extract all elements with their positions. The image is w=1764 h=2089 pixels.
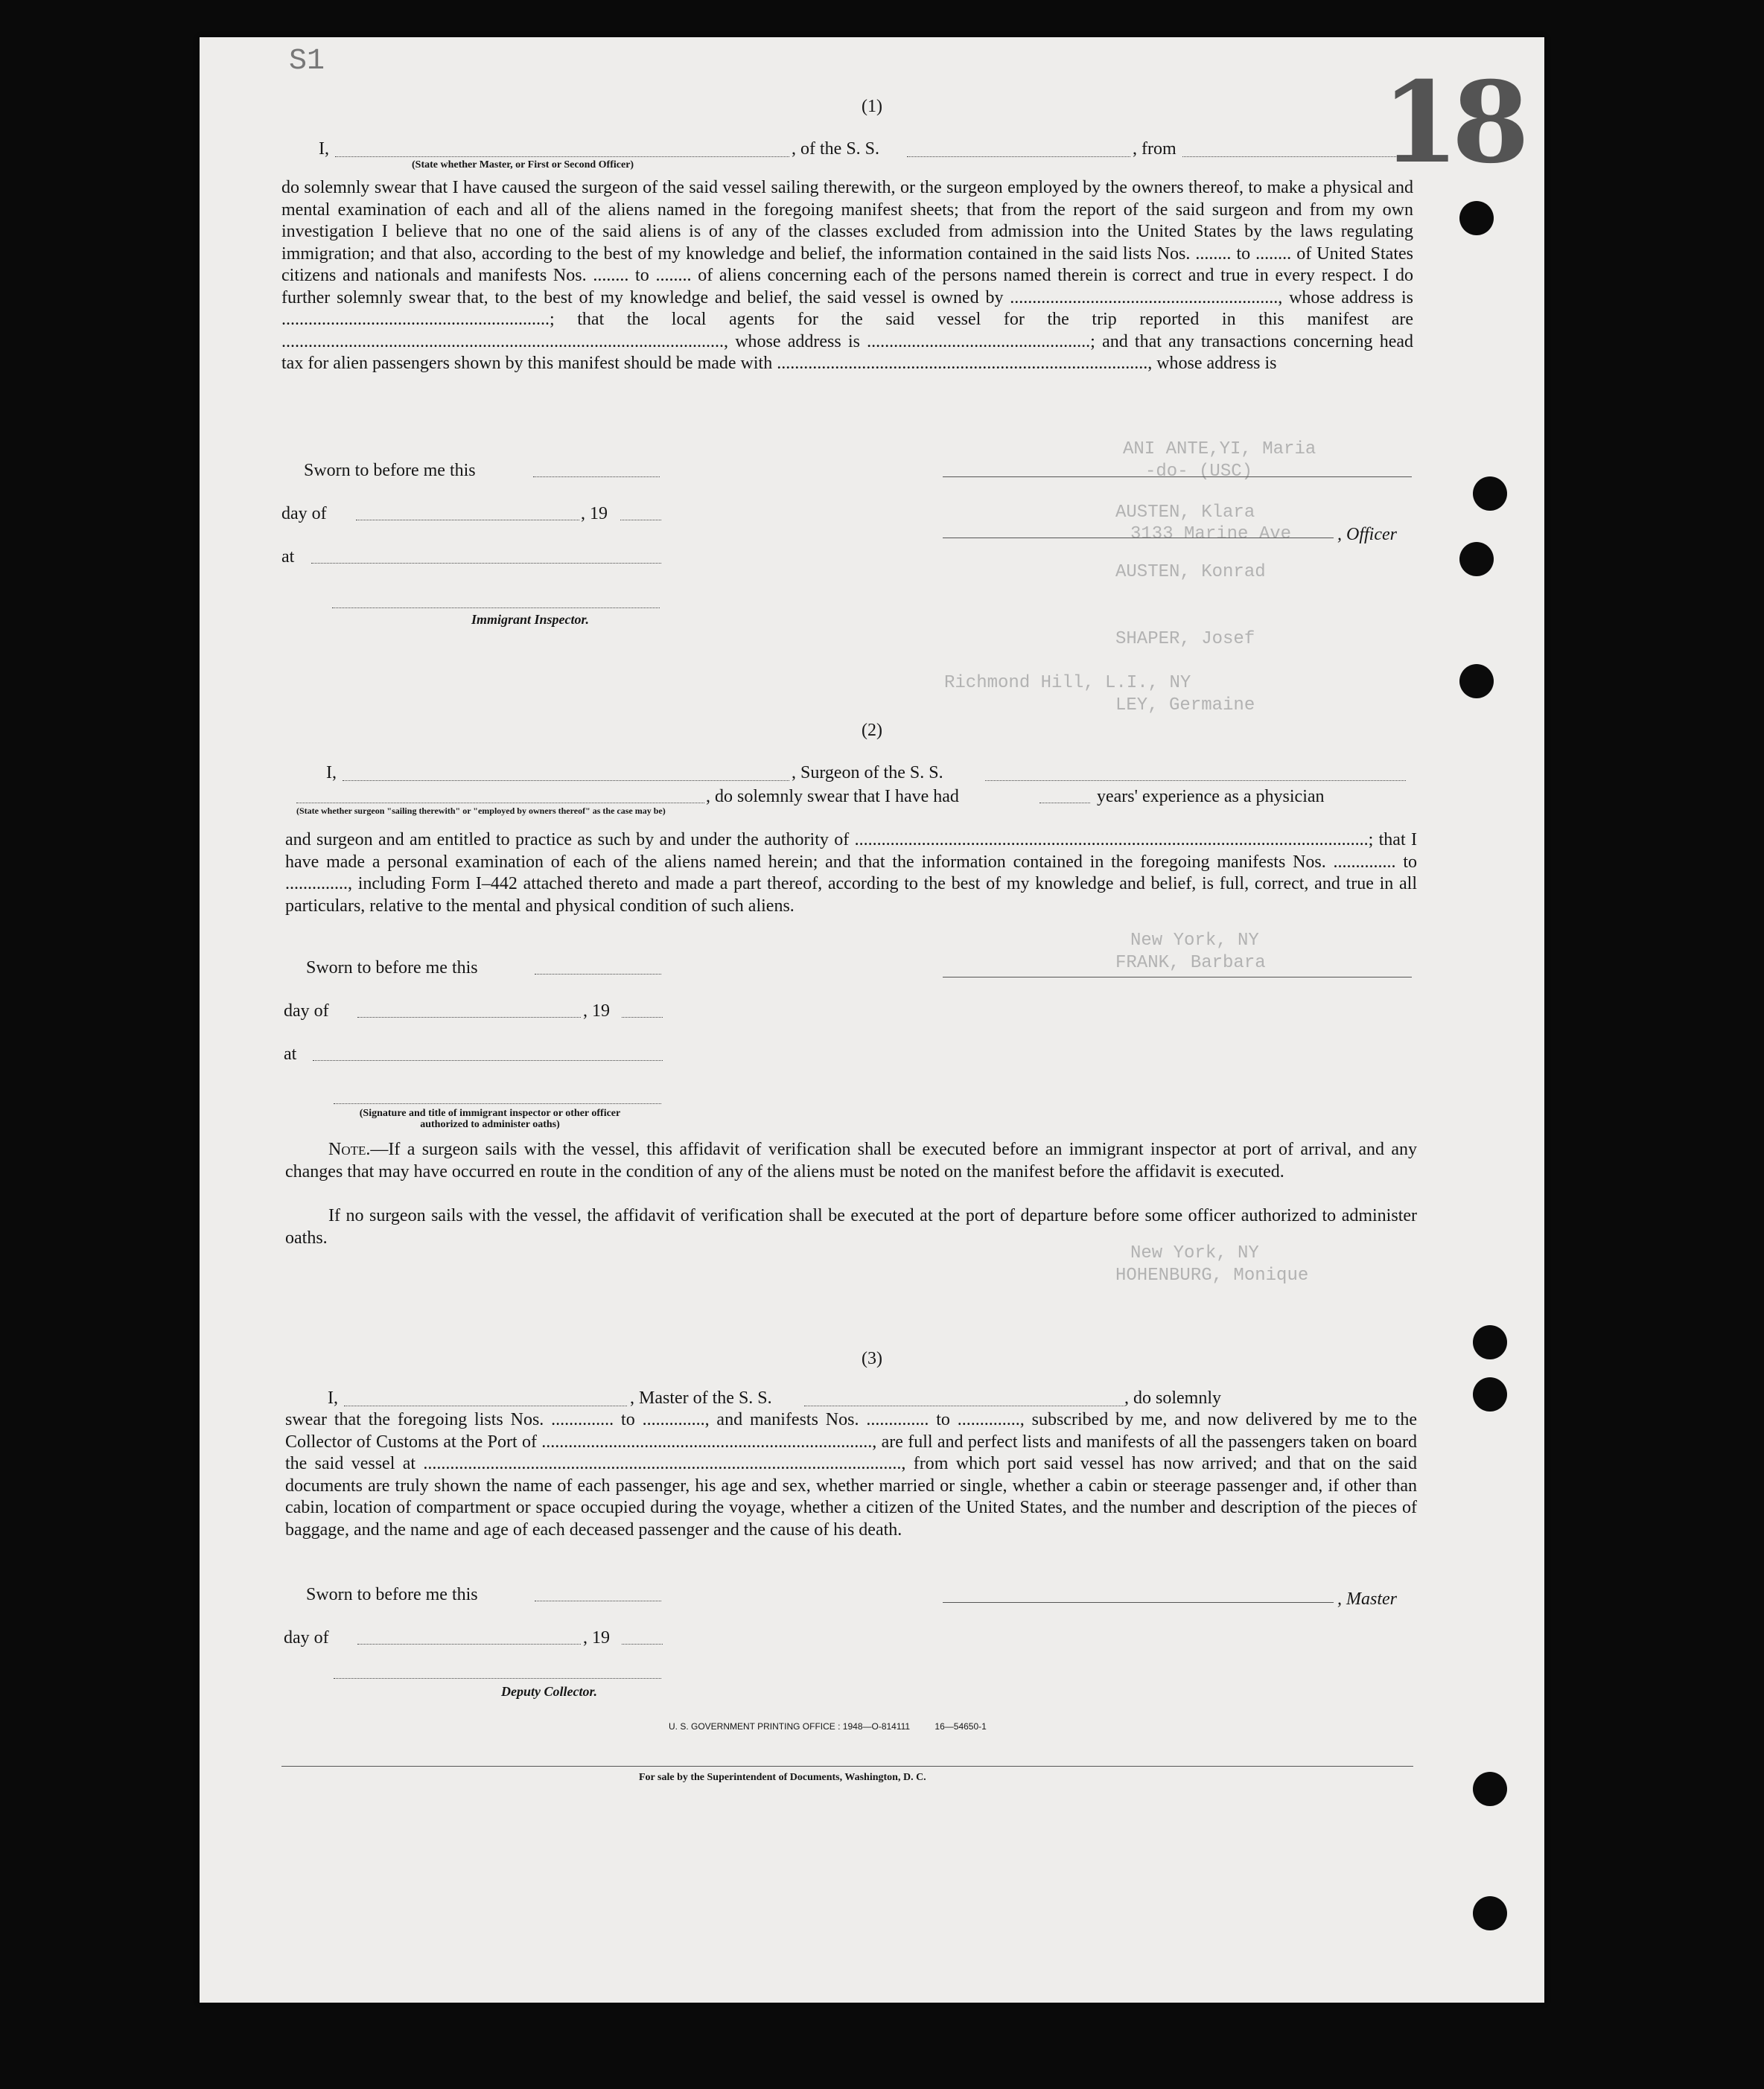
section-number: (1) — [862, 97, 882, 116]
vessel-line — [907, 156, 1130, 157]
note-paragraph — [285, 1139, 1417, 1183]
oath-paragraph-2: and surgeon and am entitled to practice as such by and under the authority of ...................................................................................................................; that I have made a personal examination of each of the aliens named herein; and that the information contained in the foregoing manifests Nos. .............. to .............., including Form I–442 attached thereto and made a part thereof, according to the best of my knowledge and belief, is full, correct, and true in all particulars, relative to the mental and physical condition of such aliens. — [285, 830, 1417, 916]
from-line — [1182, 156, 1410, 157]
deputy-line — [334, 1678, 661, 1679]
section-number: (2) — [862, 721, 882, 740]
bleed-text: New York, NY — [1130, 931, 1259, 951]
manifest-sheet — [200, 37, 1544, 2003]
text-I: I, — [328, 1388, 338, 1408]
text-surgeon-of: , Surgeon of the S. S. — [792, 763, 943, 782]
punch-hole — [1473, 1896, 1507, 1930]
signature-caption: (Signature and title of immigrant inspector or other officer authorized to administer oaths) — [359, 1108, 621, 1130]
inspector-label: Immigrant Inspector. — [471, 612, 590, 627]
bleed-text: SHAPER, Josef — [1115, 629, 1255, 649]
day-of-label: day of — [281, 504, 327, 523]
for-sale-note: For sale by the Superintendent of Documents, Washington, D. C. — [639, 1772, 926, 1783]
master-signature-line — [943, 1602, 1334, 1603]
signature-line — [334, 1103, 661, 1104]
vessel-line — [985, 780, 1406, 781]
bleed-text: ANI ANTE,YI, Maria — [1123, 439, 1316, 459]
text-years-exp: years' experience as a physician — [1097, 787, 1325, 806]
sworn-label: Sworn to before me this — [306, 958, 478, 977]
deputy-label: Deputy Collector. — [501, 1684, 597, 1699]
year-label: , 19 — [583, 1628, 610, 1648]
bleed-text: AUSTEN, Klara — [1115, 503, 1255, 523]
bleed-text: HOHENBURG, Monique — [1115, 1266, 1309, 1286]
text-from: , from — [1133, 139, 1176, 159]
punch-hole — [1459, 201, 1494, 235]
bleed-text: 3133 Marine Ave — [1130, 524, 1292, 544]
punch-hole — [1459, 542, 1494, 576]
year-line — [622, 1644, 663, 1645]
year-label: , 19 — [583, 1001, 610, 1021]
officer-signature-line — [943, 476, 1412, 477]
master-name-line — [335, 156, 789, 157]
bleed-text: Richmond Hill, L.I., NY — [944, 673, 1191, 693]
oath-paragraph-1: do solemnly swear that I have caused the surgeon of the said vessel sailing therewith, or the surgeon employed by the owners thereof, to make a physical and mental examination of each and all of the aliens named in the foregoing manifest sheets; that from the report of the said surgeon and from my own investigation I believe that no one of the said aliens is of any of the classes excluded from admission into the United States by the laws regulating immigration; and that also, according to the best of my knowledge and belief, the information contained in the said lists Nos. ........ to ........ of United States citizens and nationals and manifests Nos. ........ to ........ of aliens concerning each of the persons named therein is correct and true in every respect. I do further solemnly swear that, to the best of my knowledge and belief, the said vessel is owned by ............................................................, whose address is ............................................................; that the local agents for the said vessel for the trip reported in this manifest are ..................................................................................................., whose address is ..................................................; and that any transactions concerning head tax for alien passengers shown by this manifest should be made with ..................................................................................., whose address is — [281, 178, 1413, 373]
at-label: at — [284, 1044, 297, 1064]
note-text: —If a surgeon sails with the vessel, this affidavit of verification shall be executed before an immigrant inspector at port of arrival, and any changes that may have occurred en route in the condition of any of the aliens must be noted on the manifest before the affidavit is executed. — [285, 1140, 1417, 1181]
sworn-line — [535, 974, 661, 975]
surgeon-caption: (State whether surgeon "sailing therewith" or "employed by owners thereof" as the case may be) — [296, 806, 666, 816]
sworn-label: Sworn to before me this — [304, 461, 476, 480]
bleed-text: New York, NY — [1130, 1243, 1259, 1263]
printing-office-note: U. S. GOVERNMENT PRINTING OFFICE : 1948—O-814111 16—54650-1 — [669, 1721, 987, 1732]
day-of-label: day of — [284, 1628, 329, 1648]
punch-hole — [1473, 1377, 1507, 1412]
note-paragraph-2: If no surgeon sails with the vessel, the affidavit of verification shall be executed at the port of departure before some officer authorized to administer oaths. — [285, 1206, 1417, 1248]
section-number: (3) — [862, 1349, 882, 1368]
note-label: Note. — [328, 1140, 371, 1159]
master-caption: (State whether Master, or First or Second Officer) — [412, 159, 634, 170]
text-I: I, — [319, 139, 329, 159]
at-label: at — [281, 547, 295, 567]
day-line — [357, 1644, 581, 1645]
year-label: , 19 — [581, 504, 608, 523]
at-line — [313, 1060, 663, 1061]
master-label: , Master — [1337, 1589, 1397, 1609]
year-line — [622, 1017, 663, 1018]
sworn-line — [533, 476, 660, 477]
sworn-label: Sworn to before me this — [306, 1585, 478, 1604]
surgeon-name-line — [343, 780, 789, 781]
text-do-solemnly: , do solemnly — [1124, 1388, 1221, 1408]
bleed-text: FRANK, Barbara — [1115, 953, 1266, 973]
day-line — [357, 1017, 581, 1018]
text-master-of: , Master of the S. S. — [630, 1388, 772, 1408]
footer-rule — [281, 1766, 1413, 1767]
day-of-label: day of — [284, 1001, 329, 1021]
text-of-ss: , of the S. S. — [792, 139, 880, 159]
punch-hole — [1459, 664, 1494, 698]
oath-paragraph-3: swear that the foregoing lists Nos. .............. to .............., and manifests Nos. .............. to .............., subscribed by me, and now delivered by me to the Collector of Customs at the Port of .........................................................................., are full and perfect lists and manifests of all the passengers taken on board the said vessel at ..........................................................................................................., from which port said vessel has now arrived; and that on the said documents are truly shown the name of each passenger, his age and sex, whether married or single, whether a cabin or steerage passenger and, if other than cabin, location of compartment or space occupied during the voyage, whether a citizen of the United States, and the number and description of the pieces of baggage, and the name and age of each deceased passenger and the cause of his death. — [285, 1410, 1417, 1540]
text-I: I, — [326, 763, 337, 782]
text-do-solemnly: , do solemnly swear that I have had — [706, 787, 959, 806]
officer-label: , Officer — [1337, 525, 1397, 544]
at-line — [311, 563, 661, 564]
bleed-text: LEY, Germaine — [1115, 695, 1255, 715]
corner-mark: S1 — [289, 45, 325, 78]
punch-hole — [1473, 1772, 1507, 1806]
inspector-line — [332, 607, 660, 608]
bleed-text: AUSTEN, Konrad — [1115, 562, 1266, 582]
page-number-stamp: 18 — [1381, 57, 1522, 188]
punch-hole — [1473, 476, 1507, 511]
bleed-text: -do- (USC) — [1145, 462, 1253, 482]
